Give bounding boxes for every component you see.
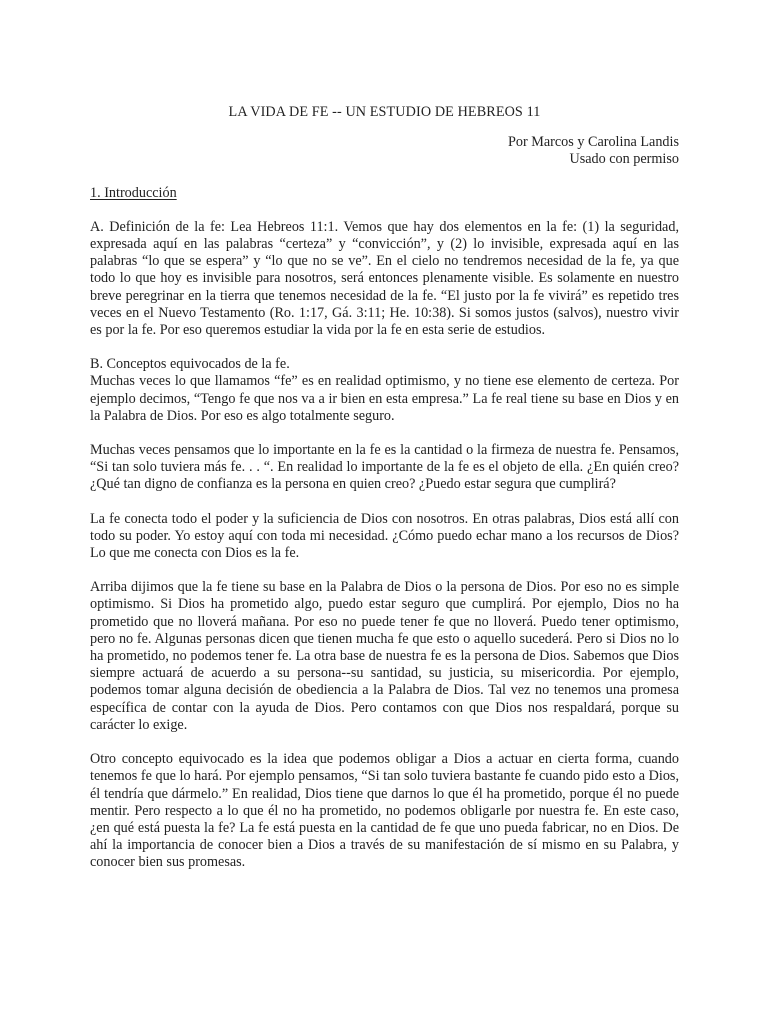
paragraph-faith-connects: La fe conecta todo el poder y la suficiencia de Dios con nosotros. En otras palabras, Dios está allí con todo su poder. Yo estoy aquí con toda mi necesidad. ¿Cómo puedo echar mano a los recursos de Dios? Lo que me conecta con Dios es la fe.: [90, 510, 679, 562]
document-title: LA VIDA DE FE -- UN ESTUDIO DE HEBREOS 11: [228, 104, 541, 120]
paragraph-quantity-of-faith: Muchas veces pensamos que lo importante en la fe es la cantidad o la firmeza de nuestra fe. Pensamos, “Si tan solo tuviera más fe. . . “. En realidad lo importante de la fe es el objeto de ella. ¿En quién creo? ¿Qué tan digno de confianza es la persona en quien creo? ¿Puedo estar segura que cumplirá?: [90, 442, 679, 493]
byline: [90, 134, 679, 168]
paragraph-optimism: Muchas veces lo que llamamos “fe” es en realidad optimismo, y no tiene ese elemento de certeza. Por ejemplo decimos, “Tengo fe que nos va a ir bien en esta empresa.” La fe real tiene su base en Dios y en la Palabra de Dios. Por eso es algo totalmente seguro.: [90, 373, 679, 424]
document-body: [90, 104, 679, 872]
paragraph-basis-of-faith: Arriba dijimos que la fe tiene su base en la Palabra de Dios o la persona de Dios. Por eso no es simple optimismo. Si Dios ha prometido algo, puedo estar seguro que cumplirá. Por ejemplo, Dios no ha prometido que no lloverá mañana. Por eso no puede tener fe que no lloverá. Puedo tener optimismo, pero no fe. Algunas personas dicen que tienen mucha fe que esto o aquello sucederá. Pero si Dios no lo ha prometido, no podemos tener fe. La otra base de nuestra fe es la persona de Dios. Sabemos que Dios siempre actuará de acuerdo a su persona--su santidad, su justicia, su misericordia. Por ejemplo, podemos tomar alguna decisión de obediencia a la Palabra de Dios. Tal vez no tenemos una promesa específica de contar con la ayuda de Dios. Pero contamos con que Dios nos respaldará, porque su carácter lo exige.: [90, 579, 679, 733]
section-heading-introduction: 1. Introducción: [90, 184, 177, 201]
paragraph-obligating-god: Otro concepto equivocado es la idea que podemos obligar a Dios a actuar en cierta forma, cuando tenemos fe que lo hará. Por ejemplo pensamos, “Si tan solo tuviera bastante fe cuando pido esto a Dios, él tendría que dármelo.” En realidad, Dios tiene que darnos lo que él ha prometido, porque él no puede mentir. Pero respecto a lo que él no ha prometido, no podemos obligarle por nuestra fe. En este caso, ¿en qué está puesta la fe? La fe está puesta en la cantidad de fe que uno pueda fabricar, no en Dios. De ahí la importancia de conocer bien a Dios a través de su manifestación de sí mismo en su Palabra, y conocer bien sus promesas.: [90, 751, 679, 871]
paragraph-definition: A. Definición de la fe: Lea Hebreos 11:1. Vemos que hay dos elementos en la fe: (1) la seguridad, expresada aquí en las palabras “certeza” y “convicción”, y (2) lo invisible, expresada aquí en las palabras “lo que se espera” y “lo que no se ve”. En el cielo no tendremos necesidad de la fe, ya que todo lo que hoy es invisible para nosotros, será entonces plenamente visible. Es solamente en nuestro breve peregrinar en la tierra que tenemos necesidad de la fe. “El justo por la fe vivirá” es repetido tres veces en el Nuevo Testamento (Ro. 1:17, Gá. 3:11; He. 10:38). Si somos justos (salvos), nuestro vivir es por la fe. Por eso queremos estudiar la vida por la fe en esta serie de estudios.: [90, 218, 679, 339]
byline-permission: Usado con permiso: [569, 151, 679, 168]
subheading-misconceptions: B. Conceptos equivocados de la fe.: [90, 356, 290, 373]
byline-authors: Por Marcos y Carolina Landis: [507, 134, 679, 151]
